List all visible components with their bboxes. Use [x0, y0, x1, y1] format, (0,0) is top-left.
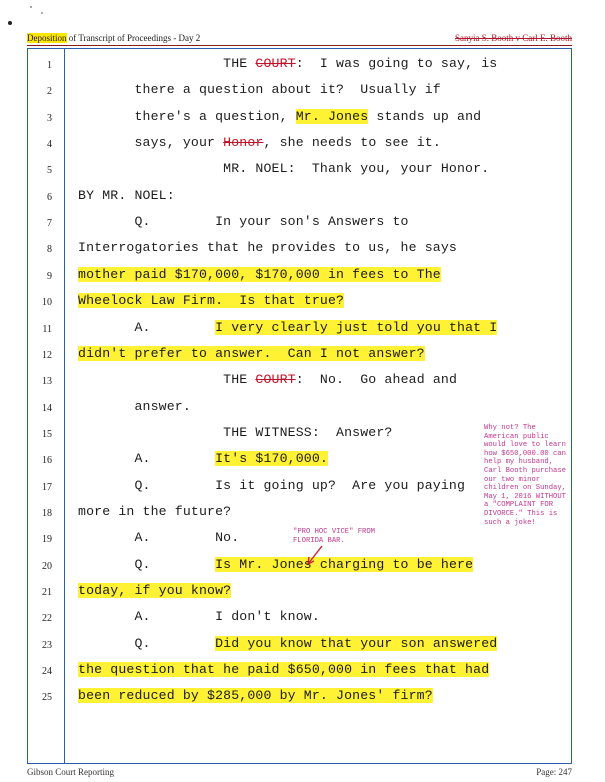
line-number: 7	[47, 218, 52, 230]
transcript-line	[28, 81, 568, 103]
line-number: 22	[42, 613, 52, 625]
footer-reporter: Gibson Court Reporting	[27, 767, 114, 777]
transcript-line	[28, 661, 568, 683]
text-segment: Q. Is it going up? Are you paying	[78, 477, 466, 493]
line-number: 18	[42, 507, 52, 519]
line-number: 12	[42, 349, 52, 361]
line-text	[78, 609, 320, 624]
line-text	[78, 583, 231, 598]
text-segment: Q. In your son's Answers to	[78, 214, 409, 230]
highlighted-text: Wheelock Law Firm. Is that true?	[78, 293, 345, 309]
line-number: 20	[42, 560, 52, 572]
scan-speck	[41, 12, 43, 14]
line-number: 10	[42, 297, 52, 309]
line-text	[78, 82, 441, 97]
page-header	[27, 31, 572, 46]
line-number: 5	[47, 165, 52, 177]
line-number: 15	[42, 428, 52, 440]
line-number: 25	[42, 692, 52, 704]
line-number: 14	[42, 402, 52, 414]
line-text	[78, 662, 489, 677]
text-segment: Q.	[78, 635, 216, 651]
line-text	[78, 399, 191, 414]
line-text	[78, 320, 497, 335]
inline-annotation: "PRO HOC VICE" FROM FLORIDA BAR.	[293, 528, 375, 545]
margin-annotation: Why not? The American public would love to learn how $650,000.00 can help my husband, Carl Booth purchase our two minor children on Sunday, May 1, 2016 WITHOUT a "COMPLAINT FOR DIVORCE." This is such a joke!	[484, 424, 566, 527]
transcript-line	[28, 108, 568, 130]
page-footer	[27, 767, 572, 777]
annotation-arrow-icon	[302, 544, 326, 568]
header-title-rest: of Transcript of Proceedings - Day 2	[66, 33, 201, 43]
highlighted-text: Did you know that your son answered	[215, 635, 498, 651]
text-segment: more in the future?	[78, 503, 232, 519]
case-caption: Sanyia S. Booth v Carl E. Booth	[455, 33, 572, 43]
text-segment: Interrogatories that he provides to us, he says	[78, 240, 457, 256]
highlighted-text: It's $170,000.	[215, 451, 328, 467]
line-text	[78, 425, 393, 440]
highlighted-text: mother paid $170,000, $170,000 in fees to The	[78, 266, 441, 282]
highlighted-text: didn't prefer to answer. Can I not answer?	[78, 345, 425, 361]
line-text	[78, 267, 441, 282]
line-text	[78, 214, 409, 229]
text-segment: Q.	[78, 556, 216, 572]
line-text	[78, 240, 457, 255]
transcript-line	[28, 608, 568, 630]
struck-text: COURT	[255, 372, 296, 388]
transcript-line	[28, 582, 568, 604]
transcript-line	[28, 160, 568, 182]
struck-text: Honor	[223, 135, 264, 151]
line-text	[78, 188, 175, 203]
text-segment: there a question about it? Usually if	[78, 82, 441, 98]
line-text	[78, 135, 441, 150]
transcript-line	[28, 345, 568, 367]
line-number: 3	[47, 112, 52, 124]
line-text	[78, 688, 433, 703]
line-number: 4	[47, 139, 52, 151]
transcript-line	[28, 292, 568, 314]
highlighted-text: I very clearly just told you that I	[215, 319, 498, 335]
line-number: 1	[47, 60, 52, 71]
highlighted-text: today, if you know?	[78, 583, 232, 598]
line-number: 11	[42, 323, 52, 335]
line-number: 6	[47, 191, 52, 203]
struck-text: COURT	[255, 56, 296, 71]
transcript-line	[28, 556, 568, 578]
line-number: 17	[42, 481, 52, 493]
header-highlight: Deposition	[27, 33, 67, 43]
transcript-line	[28, 635, 568, 657]
highlighted-text: been reduced by $285,000 by Mr. Jones' firm?	[78, 688, 433, 704]
line-text	[78, 557, 473, 572]
transcript-line	[28, 134, 568, 156]
text-segment: stands up and	[368, 108, 482, 124]
line-number: 19	[42, 534, 52, 546]
line-number: 23	[42, 639, 52, 651]
transcript-line	[28, 187, 568, 209]
line-number: 8	[47, 244, 52, 256]
line-text	[78, 530, 239, 545]
text-segment: A.	[78, 451, 216, 467]
line-text	[78, 293, 344, 308]
transcript-line	[28, 213, 568, 235]
page-number: Page: 247	[536, 767, 572, 777]
line-text	[78, 504, 231, 519]
text-segment: THE	[78, 56, 256, 71]
line-text	[78, 346, 425, 361]
highlighted-text: Is Mr. Jones charging to be here	[215, 556, 474, 572]
line-number: 2	[47, 86, 52, 98]
text-segment: says, your	[78, 135, 224, 151]
line-number: 21	[42, 587, 52, 598]
transcript-line	[28, 319, 568, 341]
text-segment: , she needs to see it.	[263, 135, 441, 151]
line-number: 9	[47, 270, 52, 282]
header-title	[27, 33, 200, 43]
text-segment: A. No.	[78, 530, 240, 546]
text-segment: there's a question,	[78, 108, 296, 124]
text-segment: answer.	[78, 398, 191, 414]
transcript-line	[28, 55, 568, 77]
line-text	[78, 451, 328, 466]
text-segment: A.	[78, 319, 216, 335]
text-segment: THE WITNESS: Answer?	[78, 424, 393, 440]
scan-speck	[8, 21, 12, 25]
transcript-line	[28, 687, 568, 709]
line-text	[78, 478, 465, 493]
transcript-line	[28, 266, 568, 288]
transcript-line	[28, 239, 568, 261]
line-text	[78, 636, 497, 651]
transcript-line	[28, 371, 568, 393]
line-text	[78, 161, 489, 176]
text-segment: THE	[78, 372, 256, 388]
line-text	[78, 56, 497, 71]
highlighted-text: the question that he paid $650,000 in fees that had	[78, 662, 490, 678]
text-segment: MR. NOEL: Thank you, your Honor.	[78, 161, 490, 177]
line-text	[78, 372, 457, 387]
text-segment: A. I don't know.	[78, 609, 320, 625]
line-number: 16	[42, 455, 52, 467]
text-segment: : I was going to say, is	[295, 56, 498, 71]
highlighted-text: Mr. Jones	[295, 108, 369, 124]
line-number: 13	[42, 376, 52, 388]
transcript-line	[28, 398, 568, 420]
text-segment: BY MR. NOEL:	[78, 187, 175, 203]
line-number: 24	[42, 666, 52, 678]
text-segment: : No. Go ahead and	[295, 372, 458, 388]
scan-speck	[30, 6, 32, 8]
line-text	[78, 109, 481, 124]
